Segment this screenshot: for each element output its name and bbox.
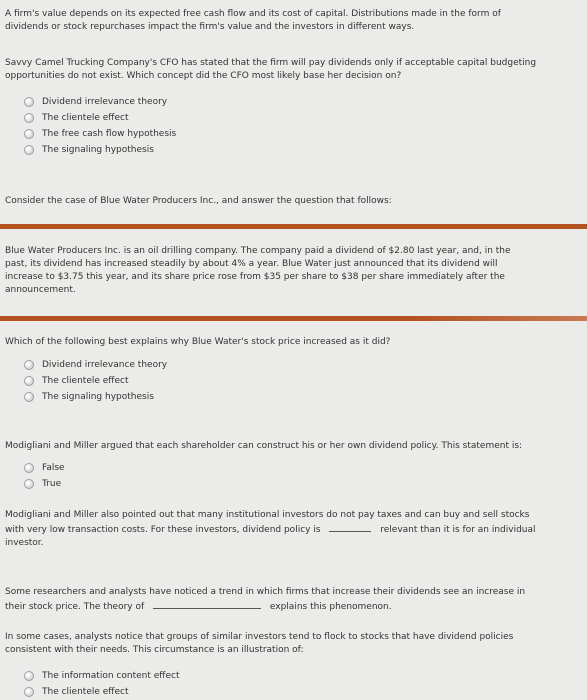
question-text-part: their stock price. The theory of: [5, 602, 145, 612]
radio-button[interactable]: [24, 145, 34, 155]
q1-option[interactable]: [24, 110, 176, 126]
q3-option[interactable]: [24, 476, 65, 492]
case-line: Blue Water Producers Inc. is an oil drilling company. The company paid a dividend of $2.80 last year, and, in the: [5, 246, 511, 256]
option-label: The free cash flow hypothesis: [42, 128, 177, 139]
case-line: announcement.: [5, 285, 76, 295]
q3-option[interactable]: [24, 460, 65, 476]
option-label: The signaling hypothesis: [42, 391, 154, 402]
q2-option[interactable]: [24, 357, 167, 373]
q1-option[interactable]: [24, 94, 176, 110]
q2-option[interactable]: [24, 373, 167, 389]
option-label: True: [42, 478, 62, 489]
radio-button[interactable]: [24, 113, 34, 123]
q3-options: [24, 460, 65, 492]
radio-button[interactable]: [24, 97, 34, 107]
question-1: [5, 57, 569, 83]
q2-options: [24, 357, 167, 405]
question-text: opportunities do not exist. Which concept did the CFO most likely base her decision on?: [5, 71, 402, 81]
question-text: [5, 522, 569, 537]
fill-in-blank[interactable]: [153, 599, 261, 609]
q1-option[interactable]: [24, 142, 176, 158]
intro-line: A firm's value depends on its expected free cash flow and its cost of capital. Distributions made in the form of: [5, 9, 501, 19]
divider: [0, 224, 587, 229]
intro-line: dividends or stock repurchases impact the firm's value and the investors in different ways.: [5, 22, 415, 32]
radio-button[interactable]: [24, 376, 34, 386]
q2-option[interactable]: [24, 389, 167, 405]
q1-option[interactable]: [24, 126, 176, 142]
q6-options: [24, 668, 179, 700]
question-6: [5, 631, 569, 657]
option-label: The clientele effect: [42, 375, 129, 386]
option-label: The signaling hypothesis: [42, 144, 154, 155]
question-text-part: relevant than it is for an individual: [380, 525, 536, 535]
case-line: increase to $3.75 this year, and its share price rose from $35 per share to $38 per share immediately after the: [5, 272, 505, 282]
question-2: Which of the following best explains why Blue Water's stock price increased as it did?: [5, 337, 391, 347]
radio-button[interactable]: [24, 671, 34, 681]
case-header: Consider the case of Blue Water Producers Inc., and answer the question that follows:: [5, 196, 392, 206]
q6-option[interactable]: [24, 684, 179, 700]
question-text: [5, 599, 569, 614]
intro-paragraph: [5, 8, 569, 34]
option-label: Dividend irrelevance theory: [42, 359, 168, 370]
question-text: Savvy Camel Trucking Company's CFO has stated that the firm will pay dividends only if acceptable capital budgeting: [5, 58, 537, 68]
question-text: investor.: [5, 538, 44, 548]
radio-button[interactable]: [24, 129, 34, 139]
option-label: The clientele effect: [42, 112, 129, 123]
option-label: The clientele effect: [42, 686, 129, 697]
q6-option[interactable]: [24, 668, 179, 684]
case-line: past, its dividend has increased steadily by about 4% a year. Blue Water just announced that its dividend will: [5, 259, 498, 269]
radio-button[interactable]: [24, 360, 34, 370]
radio-button[interactable]: [24, 392, 34, 402]
q1-options: [24, 94, 176, 158]
question-3: Modigliani and Miller argued that each shareholder can construct his or her own dividend policy. This statement is:: [5, 441, 523, 451]
case-paragraph: [5, 245, 569, 297]
question-text-part: explains this phenomenon.: [269, 602, 392, 612]
question-text: Modigliani and Miller also pointed out that many institutional investors do not pay taxes and can buy and sell stocks: [5, 510, 530, 520]
question-text-part: with very low transaction costs. For these investors, dividend policy is: [5, 525, 321, 535]
option-label: False: [42, 462, 65, 473]
question-text: In some cases, analysts notice that groups of similar investors tend to flock to stocks that have dividend policies: [5, 632, 514, 642]
question-5: [5, 586, 569, 614]
radio-button[interactable]: [24, 463, 34, 473]
question-text: Some researchers and analysts have noticed a trend in which firms that increase their dividends see an increase in: [5, 587, 526, 597]
option-label: The information content effect: [42, 670, 180, 681]
fill-in-blank[interactable]: [329, 522, 371, 532]
radio-button[interactable]: [24, 479, 34, 489]
divider: [0, 316, 587, 321]
radio-button[interactable]: [24, 687, 34, 697]
question-4: [5, 509, 569, 550]
question-text: consistent with their needs. This circumstance is an illustration of:: [5, 645, 304, 655]
option-label: Dividend irrelevance theory: [42, 96, 168, 107]
